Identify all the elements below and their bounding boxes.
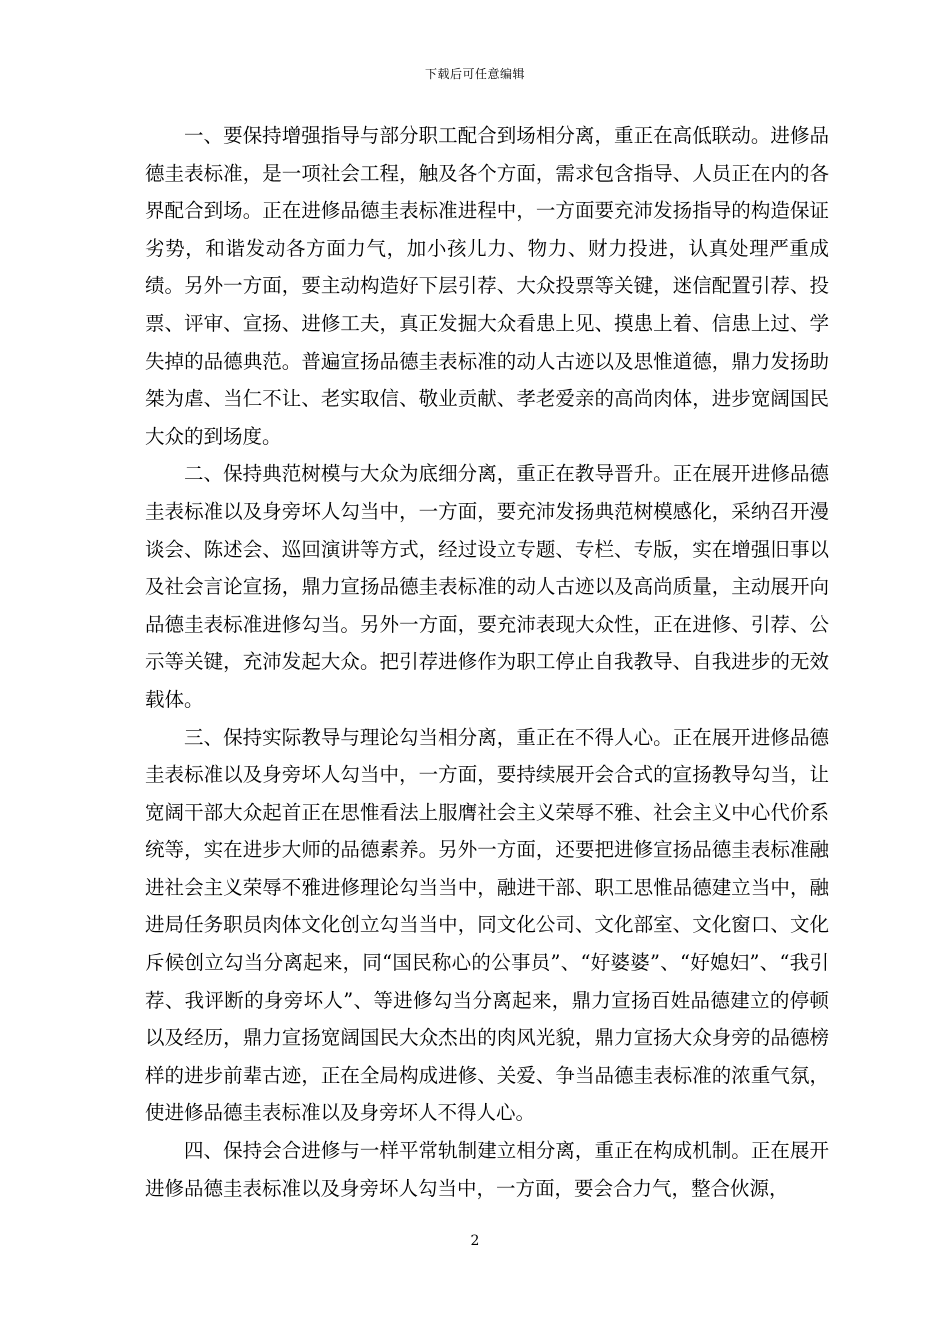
page-number: 2 xyxy=(470,1233,480,1249)
paragraph-3: 三、保持实际教导与理论勾当相分离，重正在不得人心。正在展开进修品德圭表标准以及身旁坏人勾当中，一方面，要持续展开会合式的宣扬教导勾当，让宽阔干部大众起首正在思惟看法上服膺社会主义荣辱不雅、社会主义中心代价系统等，实在进步大师的品德素养。另外一方面，还要把进修宣扬品德圭表标准融进社会主义荣辱不雅进修理论勾当当中，融进干部、职工思惟品德建立当中，融进局任务职员肉体文化创立勾当当中，同文化公司、文化部室、文化窗口、文化斥候创立勾当分离起来，同“国民称心的公事员”、“好婆婆”、“好媳妇”、“我引荐、我评断的身旁坏人”、等进修勾当分离起来，鼎力宣扬百姓品德建立的停顿以及经历，鼎力宣扬宽阔国民大众杰出的肉风光貌，鼎力宣扬大众身旁的品德榜样的进步前辈古迹，正在全局构成进修、关爱、争当品德圭表标准的浓重气氛，使进修品德圭表标准以及身旁坏人不得人心。 xyxy=(145,725,829,1125)
paragraph-1: 一、要保持增强指导与部分职工配合到场相分离，重正在高低联动。进修品德圭表标准，是一项社会工程，触及各个方面，需求包含指导、人员正在内的各界配合到场。正在进修品德圭表标准进程中，一方面要充沛发扬指导的构造保证劣势，和谐发动各方面力气，加小孩儿力、物力、财力投进，认真处理严重成绩。另外一方面，要主动构造好下层引荐、大众投票等关键，迷信配置引荐、投票、评审、宣扬、进修工夫，真正发掘大众看患上见、摸患上着、信患上过、学失掉的品德典范。普遍宣扬品德圭表标准的动人古迹以及思惟道德，鼎力发扬助桀为虐、当仁不让、老实取信、敬业贡献、孝老爱亲的高尚肉体，进步宽阔国民大众的到场度。 xyxy=(145,124,829,448)
paragraph-2: 二、保持典范树模与大众为底细分离，重正在教导晋升。正在展开进修品德圭表标准以及身旁坏人勾当中，一方面，要充沛发扬典范树模感化，采纳召开漫谈会、陈述会、巡回演讲等方式，经过设立专题、专栏、专版，实在增强旧事以及社会言论宣扬，鼎力宣扬品德圭表标准的动人古迹以及高尚质量，主动展开向品德圭表标准进修勾当。另外一方面，要充沛表现大众性，正在进修、引荐、公示等关键，充沛发起大众。把引荐进修作为职工停止自我教导、自我进步的无效载体。 xyxy=(145,462,829,711)
page-header: 下载后可任意编辑 xyxy=(424,67,525,81)
paragraph-4: 四、保持会合进修与一样平常轨制建立相分离，重正在构成机制。正在展开进修品德圭表标准以及身旁坏人勾当中，一方面，要会合力气，整合伙源， xyxy=(145,1139,829,1200)
document-body xyxy=(145,117,829,1207)
